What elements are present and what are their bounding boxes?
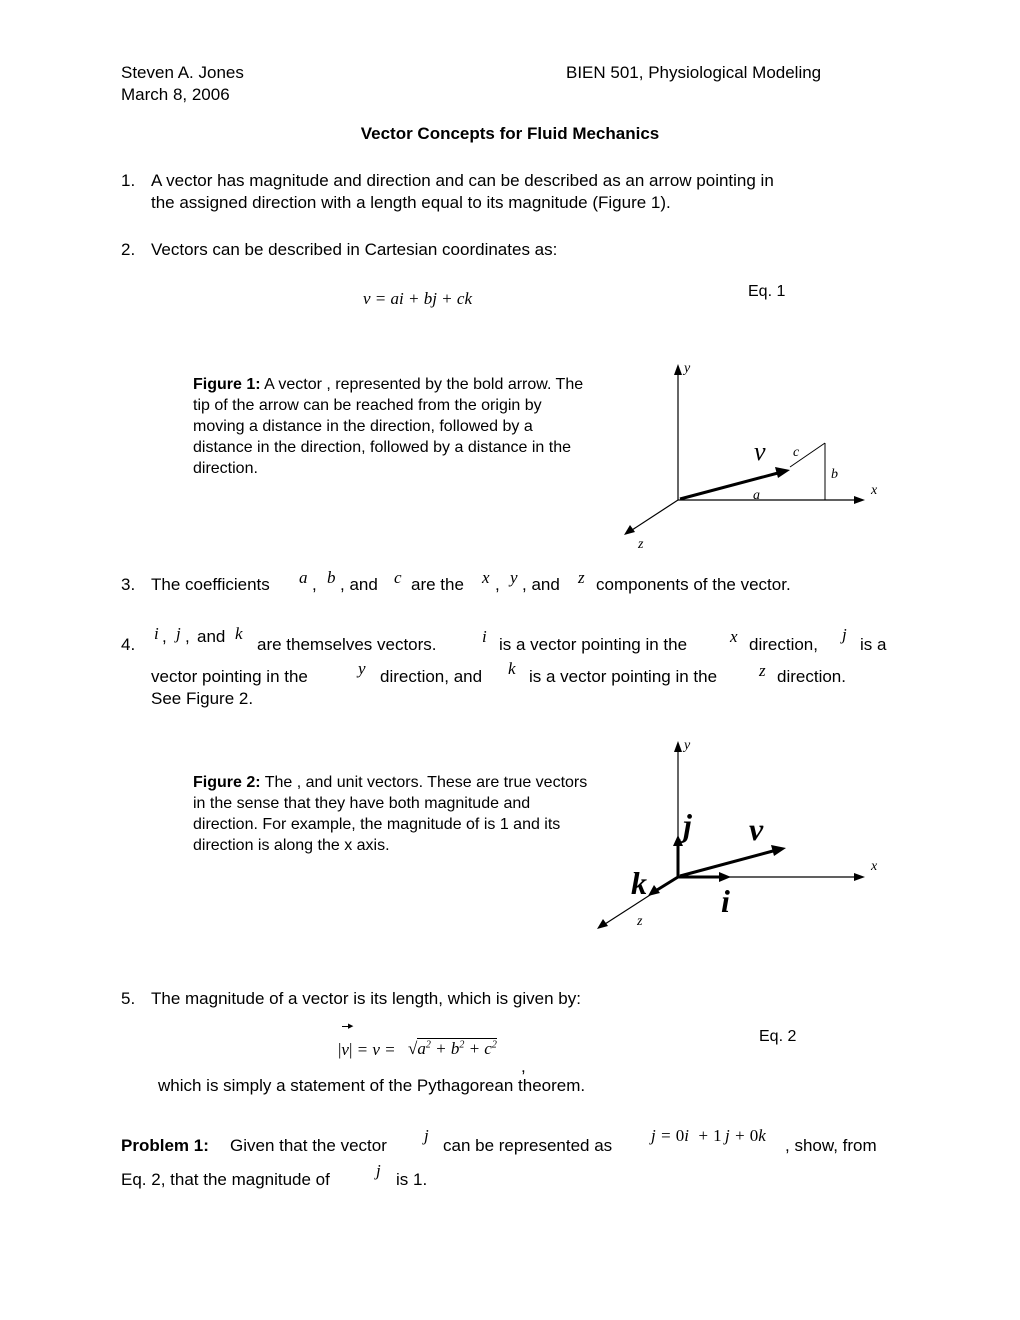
figure2-diagram [585, 732, 905, 937]
fig2-j-arrowhead [673, 835, 683, 846]
eq2-comma: , [521, 1057, 526, 1076]
fig1-label-b: b [831, 467, 838, 482]
item4-text-3: direction, [749, 635, 818, 654]
fig1-x-arrowhead [854, 496, 865, 504]
item4-comma: , [185, 627, 190, 646]
problem1-label: Problem 1: [121, 1136, 209, 1155]
item4-math: i [482, 627, 487, 646]
fig1-label-y: y [684, 361, 691, 376]
fig1-vector-arrowhead [775, 467, 790, 478]
item4-math: k [508, 659, 516, 678]
fig2-y-arrowhead [674, 741, 682, 752]
figure1-diagram [600, 355, 900, 555]
header-course: BIEN 501, Physiological Modeling [566, 63, 822, 82]
item3-math: c [394, 568, 402, 587]
fig2-label-k: k [631, 865, 647, 901]
problem1-equation: j = 0i + 1 j + 0k [651, 1126, 766, 1145]
item4-text-2: is a vector pointing in the [499, 635, 688, 654]
fig2-k-vector [657, 877, 678, 890]
item4-text-4: is a [860, 635, 887, 654]
eq1-label: Eq. 1 [748, 283, 786, 300]
equation-1: v = ai + bj + ck [363, 289, 472, 308]
fig2-vector-v [680, 851, 773, 876]
item4-math: y [358, 659, 366, 678]
item4-math: j [842, 625, 847, 644]
header-author: Steven A. Jones [121, 63, 244, 82]
header-date: March 8, 2006 [121, 85, 230, 104]
problem1-text-4: Eq. 2, that the magnitude of [121, 1170, 330, 1189]
item-number: 4. [121, 635, 136, 654]
problem1-text-5: is 1. [396, 1170, 428, 1189]
figure1-caption-label: Figure 1: [193, 376, 261, 393]
fig1-vector-v [680, 473, 778, 499]
item1-line2: the assigned direction with a length equal to its magnitude (Figure 1). [151, 193, 671, 212]
problem1-text-3: , show, from [785, 1136, 877, 1155]
item4-math: k [235, 624, 243, 643]
fig2-x-arrowhead [854, 873, 865, 881]
eq2-lhs: |v| = v = [338, 1040, 400, 1059]
problem1-math: j [376, 1161, 381, 1180]
fig1-label-a: a [753, 488, 760, 503]
item4-math: j [176, 624, 181, 643]
item4-comma: , [162, 627, 167, 646]
eq2-sqrt: $√a^2 + b^2 + c^2$ [408, 1039, 497, 1058]
eq2-after-text: which is simply a statement of the Pythagorean theorem. [158, 1076, 586, 1095]
item3-text-3: , and [340, 575, 378, 594]
item3-math: b [327, 568, 336, 587]
fig2-label-j: j [683, 807, 692, 843]
item3-math: y [510, 568, 518, 587]
fig2-vector-arrowhead [771, 845, 786, 856]
item4-text-and: and [197, 627, 226, 646]
item4-math: x [730, 627, 738, 646]
figure2-caption-text: The , and unit vectors. These are true vectors in the sense that they have both magnitude and direction. For example, the magnitude of is 1 and its direction is along the x axis. [193, 774, 588, 854]
vector-arrow-head: ▶ [348, 1023, 354, 1030]
problem1-math: j [424, 1126, 429, 1145]
item2-text: Vectors can be described in Cartesian coordinates as: [151, 240, 558, 259]
fig1-label-z: z [638, 537, 644, 552]
item4-text-7: is a vector pointing in the [529, 667, 718, 686]
fig2-label-z: z [637, 914, 643, 929]
eq2-label: Eq. 2 [759, 1028, 797, 1045]
fig1-z-axis [632, 500, 678, 530]
item-number: 3. [121, 575, 136, 594]
item4-math: i [154, 624, 159, 643]
fig2-i-arrowhead [719, 872, 731, 882]
item4-text-6: direction, and [380, 667, 483, 686]
item4-text-1: are themselves vectors. [257, 635, 437, 654]
item3-text-2: , [312, 575, 317, 594]
fig1-label-v: v [754, 437, 766, 466]
item3-text-1: The coefficients [151, 575, 270, 594]
item3-text-5: , [495, 575, 500, 594]
fig1-y-arrowhead [674, 364, 682, 375]
fig2-label-i: i [721, 883, 730, 919]
problem1-text-2: can be represented as [443, 1136, 613, 1155]
fig1-z-arrowhead [624, 525, 635, 535]
problem1-text-1: Given that the vector [230, 1136, 387, 1155]
item3-math: z [578, 568, 585, 587]
fig2-z-arrowhead [597, 919, 608, 929]
item3-math: a [299, 568, 308, 587]
item-number: 5. [121, 989, 136, 1008]
fig2-label-x: x [871, 859, 878, 874]
figure1-caption [193, 374, 593, 479]
item4-math: z [759, 661, 766, 680]
item4-text-8: direction. [777, 667, 846, 686]
item3-text-6: , and [522, 575, 560, 594]
item3-text-4: are the [411, 575, 464, 594]
fig1-label-c: c [793, 445, 800, 460]
item3-text-7: components of the vector. [596, 575, 791, 594]
figure2-caption [193, 772, 593, 856]
item4-see: See Figure 2. [151, 689, 254, 708]
item-number: 2. [121, 240, 136, 259]
fig2-label-y: y [684, 738, 691, 753]
document-title: Vector Concepts for Fluid Mechanics [360, 124, 660, 143]
item1-line1: A vector has magnitude and direction and can be described as an arrow pointing in [151, 171, 774, 190]
item5-text: The magnitude of a vector is its length, which is given by: [151, 989, 581, 1008]
item4-text-5: vector pointing in the [151, 667, 308, 686]
fig1-label-x: x [871, 483, 878, 498]
figure2-caption-label: Figure 2: [193, 774, 261, 791]
item3-math: x [482, 568, 490, 587]
figure1-caption-text: A vector , represented by the bold arrow. The tip of the arrow can be reached from the origin by moving a distance in the direction, followed by a distance in the direction, followed by a distance in the direction. [193, 376, 584, 477]
fig2-label-v: v [749, 811, 764, 847]
item-number: 1. [121, 171, 136, 190]
